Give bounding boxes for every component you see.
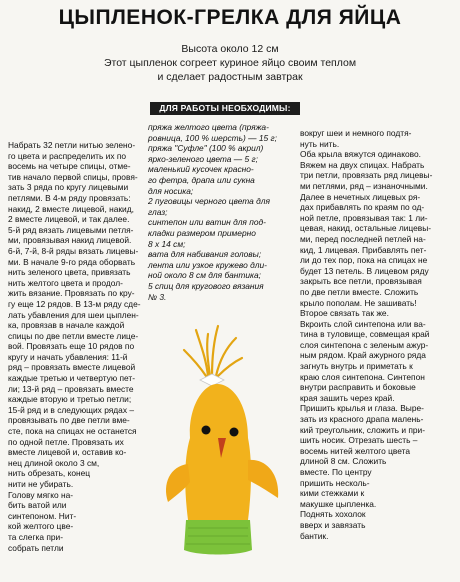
materials-line: вата для набивания головы; <box>148 249 262 260</box>
left_column-line: сте, пока на спицах не останется <box>8 426 137 437</box>
left_column-line: го цвета и распределить их по <box>8 150 127 161</box>
right_column-line: вверх и завязать <box>300 519 366 530</box>
left_column-line: по одной петле. Провязать их <box>8 436 124 447</box>
materials-line: го фетра, драпа или сукна <box>148 174 255 185</box>
chick-body <box>185 384 251 520</box>
left_column-line: нить зеленого цвета, привязать <box>8 267 131 278</box>
right_column-line: Поднять хохолок <box>300 509 366 520</box>
right_column-line: шить носик. Отрезать шесть – <box>300 435 418 446</box>
materials-line: 2 пуговицы черного цвета для <box>148 196 270 207</box>
right-column-text <box>300 128 452 541</box>
right_column-line: кид, 1 лицевая. Прибавлять пет- <box>300 244 427 255</box>
right_column-line: нуть нить. <box>300 138 340 149</box>
left_column-line: жить вязание. Провязать по кру- <box>8 288 135 299</box>
right-wing <box>248 460 278 498</box>
left_column-line: петлями. В 4-м ряду провязать: <box>8 192 131 203</box>
right_column-line: закрыть все петли, провязывая <box>300 276 422 287</box>
right_column-line: цевая, накид, остальные лицевы- <box>300 223 432 234</box>
left_column-line: спицы по две петли вместе лице- <box>8 330 139 341</box>
materials-line: пряжа желтого цвета (пряжа- <box>148 122 269 132</box>
left_column-line: нить обрезать, конец <box>8 468 91 479</box>
right_column-line: бантик. <box>300 530 329 541</box>
tuft <box>184 326 242 376</box>
left_column-line: лать убавления для шеи цыплен- <box>8 309 139 320</box>
left_column-line: 15-й ряд и в следующих рядах – <box>8 404 135 415</box>
left_column-line: 6-й, 7-й, 8-й ряды вязать лицевы- <box>8 245 139 256</box>
left_column-line: зать 3 ряда по кругу лицевыми <box>8 182 129 193</box>
right_column-line: крыло пополам. Не зашивать! <box>300 297 417 308</box>
materials-line: № 3. <box>148 291 167 302</box>
left_column-line: собрать петли <box>8 542 64 553</box>
materials-line: 5 спиц для кругового вязания <box>148 280 264 291</box>
right_column-line: Далее в нечетных лицевых ря- <box>300 191 421 202</box>
right_column-line: будет 13 петель. В лицевом ряду <box>300 265 429 276</box>
materials-line: лента или узкое кружево дли- <box>148 259 267 270</box>
materials-line: ярко-зеленого цвета — 5 г; <box>148 153 258 164</box>
right_column-line: слоя синтепона с зеленым ажур- <box>300 339 429 350</box>
left_column-line: нити не убирать. <box>8 479 74 489</box>
page-title: ЦЫПЛЕНОК-ГРЕЛКА ДЛЯ ЯЙЦА <box>58 6 402 29</box>
materials-line: синтепон или ватин для под- <box>148 217 266 228</box>
right_column-line: Вкроить слой синтепона или ва- <box>300 318 426 329</box>
right_column-line: кий треугольник, сложить и при- <box>300 424 426 435</box>
materials-line: для носика; <box>148 185 194 196</box>
left_column-line: нец длиной около 3 см, <box>8 457 100 468</box>
right_column-line: три петли, провязать ряд лицевы- <box>300 170 433 181</box>
right_column-line: края зашить через край. <box>300 392 395 403</box>
materials-line: маленький кусочек красно- <box>148 164 254 175</box>
left_column-line: бить ватой или <box>8 500 67 511</box>
left_column-line: восемь на четыре спицы, отме- <box>8 161 131 172</box>
right_column-line: ным рядом. Край ажурного ряда <box>300 350 426 361</box>
left_column-line: ка, провязав в начале каждой <box>8 320 125 331</box>
left-eye <box>202 426 211 435</box>
left_column-line: вой. Провязать еще 10 рядов по <box>8 341 135 352</box>
right_column-line: кими стежками к <box>300 488 365 499</box>
left_column-line: ми, провязывая накид лицевой. <box>8 235 132 246</box>
right_column-line: внутри расправить и боковые <box>300 382 416 393</box>
materials-line: кладки размером примерно <box>148 227 256 238</box>
left_column-line: та слегка при- <box>8 531 64 542</box>
left_column-line: кой желтого цве- <box>8 521 74 532</box>
right_column-line: дах прибавлять по краям по од- <box>300 202 425 213</box>
right_column-line: Пришить крылья и глаза. Выре- <box>300 403 424 414</box>
right_column-line: длиной 8 см. Сложить <box>300 456 387 467</box>
ribbon <box>200 374 224 386</box>
right-eye <box>230 428 239 437</box>
right_column-line: загнуть внутрь и приметать к <box>300 361 413 372</box>
right_column-line: ми, перед последней петлей на- <box>300 233 426 244</box>
left_column-line: тив начало первой спицы, провя- <box>8 171 138 182</box>
intro-desc-line-2: и сделает радостным завтрак <box>157 71 303 83</box>
materials-line: пряжа "Суфле" (100 % акрил) <box>148 143 264 154</box>
left_column-line: 2 вместе лицевой, и так далее. <box>8 214 130 225</box>
materials-line: ровница, 100 % шерсть) — 15 г; <box>148 132 277 143</box>
left_column-line: накид, 2 вместе лицевой, накид, <box>8 203 134 214</box>
left_column-line: кругу и начать убавления: 11-й <box>8 351 128 362</box>
left_column-line: ли; 13-й ряд – провязать вместе <box>8 383 134 394</box>
right_column-line: по две петли вместе. Сложить <box>300 286 419 297</box>
right_column-line: Оба крыла вяжутся одинаково. <box>300 149 421 160</box>
materials-line: глаз; <box>148 206 168 217</box>
left_column-line: нить желтого цвета и продол- <box>8 277 123 288</box>
left_column-line: вместе лицевой и, оставив ко- <box>8 447 127 458</box>
materials-header: ДЛЯ РАБОТЫ НЕОБХОДИМЫ: <box>150 102 300 115</box>
left-column-text <box>8 140 158 553</box>
right_column-line: вокруг шеи и немного подтя- <box>300 128 412 138</box>
right_column-line: зать из красного драпа малень- <box>300 414 424 425</box>
intro-desc-line-1: Этот цыпленок согреет куриное яйцо своим теплом <box>103 57 357 69</box>
right_column-line: ми петлями, ряд – изнаночными. <box>300 180 428 191</box>
right_column-line: Второе связать так же. <box>300 308 389 319</box>
right_column-line: краю слоя синтепона. Синтепон <box>300 371 425 382</box>
height-line: Высота около 12 см <box>181 43 279 55</box>
left_column-line: ряд – провязать вместе лицевой <box>8 362 136 373</box>
chick-illustration <box>148 288 300 580</box>
left_column-line: синтепоном. Нит- <box>8 510 77 521</box>
intro-block <box>30 42 430 84</box>
right_column-line: восемь нитей желтого цвета <box>300 445 411 456</box>
left_column-line: каждые третью и четвертую пет- <box>8 373 136 384</box>
left_column-line: гу еще 12 рядов. В 13-м ряду сде- <box>8 298 141 309</box>
right_column-line: вместе. По центру <box>300 467 372 477</box>
grass-base <box>184 520 252 555</box>
right_column-line: тина в туловище, совмещая край <box>300 329 430 340</box>
materials-list <box>148 122 296 302</box>
right_column-line: ли до тех пор, пока на спицах не <box>300 255 428 266</box>
materials-line: ной около 8 см для бантика; <box>148 270 261 281</box>
right_column-line: Вяжем на двух спицах. Набрать <box>300 159 425 170</box>
left_column-line: 5-й ряд вязать лицевыми петля- <box>8 224 134 235</box>
left_column-line: Набрать 32 петли нитью зелено- <box>8 140 136 150</box>
left_column-line: каждые вторую и третью петли; <box>8 394 132 405</box>
right_column-line: пришить несколь- <box>300 477 370 488</box>
left_column-line: Голову мягко на- <box>8 489 74 500</box>
right_column-line: макушке цыпленка. <box>300 498 377 509</box>
right_column-line: ной петле, провязывая так: 1 ли- <box>300 212 428 223</box>
left_column-line: ми. В начале 9-го ряда оборвать <box>8 256 136 267</box>
left_column-line: провязывать по две петли вме- <box>8 415 130 426</box>
materials-line: 8 х 14 см; <box>148 238 186 249</box>
